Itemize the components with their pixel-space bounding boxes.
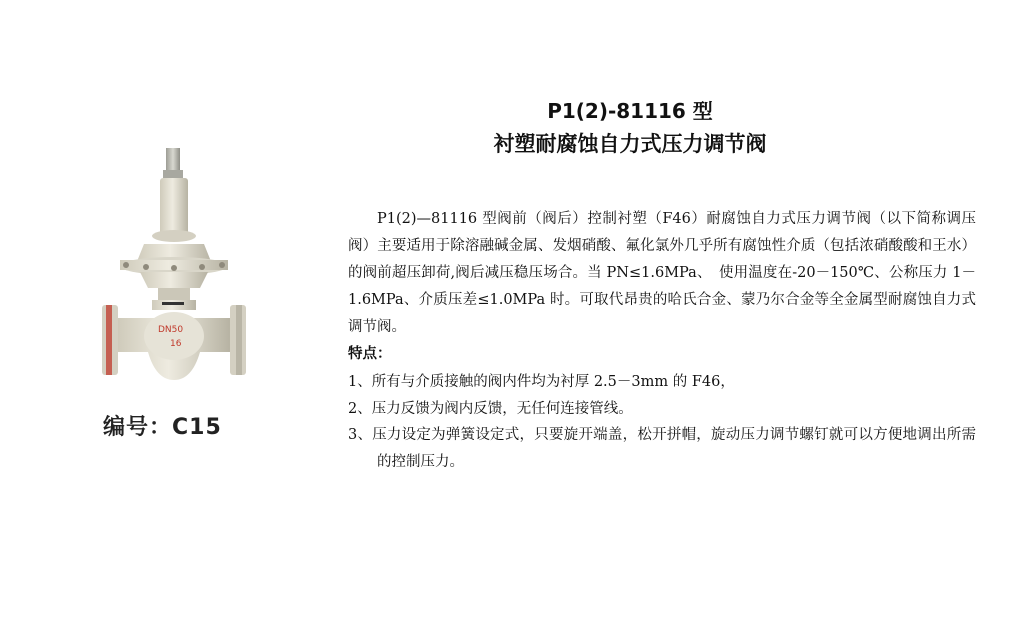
valve-image [96, 140, 256, 390]
dn-marking: DN50 [158, 325, 184, 335]
product-code: 编号：C15 [103, 415, 222, 440]
title-block [440, 96, 820, 160]
stem-tip [166, 148, 180, 172]
features-title: 特点： [348, 345, 392, 362]
pn-marking: 16 [170, 339, 182, 349]
features-list [348, 369, 976, 475]
stem-nut [163, 170, 183, 178]
feature-item: 1、所有与介质接触的阀内件均为衬厚 2.5－3mm 的 F46， [348, 374, 735, 390]
arrow-plate [162, 302, 184, 305]
product-name: 衬塑耐腐蚀自力式压力调节阀 [493, 132, 767, 156]
description-text: P1(2)—81116 型阀前（阀后）控制衬塑（F46）耐腐蚀自力式压力调节阀（以下简称调压阀）主要适用于除溶融碱金属、发烟硝酸、氟化氯外几乎所有腐蚀性介质（包括浓硝酸酸和王水）的阀前超压卸荷,阀后减压稳压场合。当 PN≤1.6MPa、 使用温度在-20－150℃、公称压力 1－1.6MPa、介质压差≤1.0MPa 时。可取代昂贵的哈氏合金、蒙乃尔合金等全金属型耐腐蚀自力式调节阀。 [348, 211, 976, 335]
spring-housing [160, 178, 188, 236]
valve-drawing [96, 140, 256, 390]
description [348, 206, 976, 341]
feature-item: 3、压力设定为弹簧设定式，只要旋开端盖，松开拼帽，旋动压力调节螺钉就可以方便地调出所需的控制压力。 [348, 427, 976, 470]
feature-item: 2、压力反馈为阀内反馈，无任何连接管线。 [348, 400, 633, 417]
product-model: P1(2)-81116 型 [547, 99, 713, 123]
